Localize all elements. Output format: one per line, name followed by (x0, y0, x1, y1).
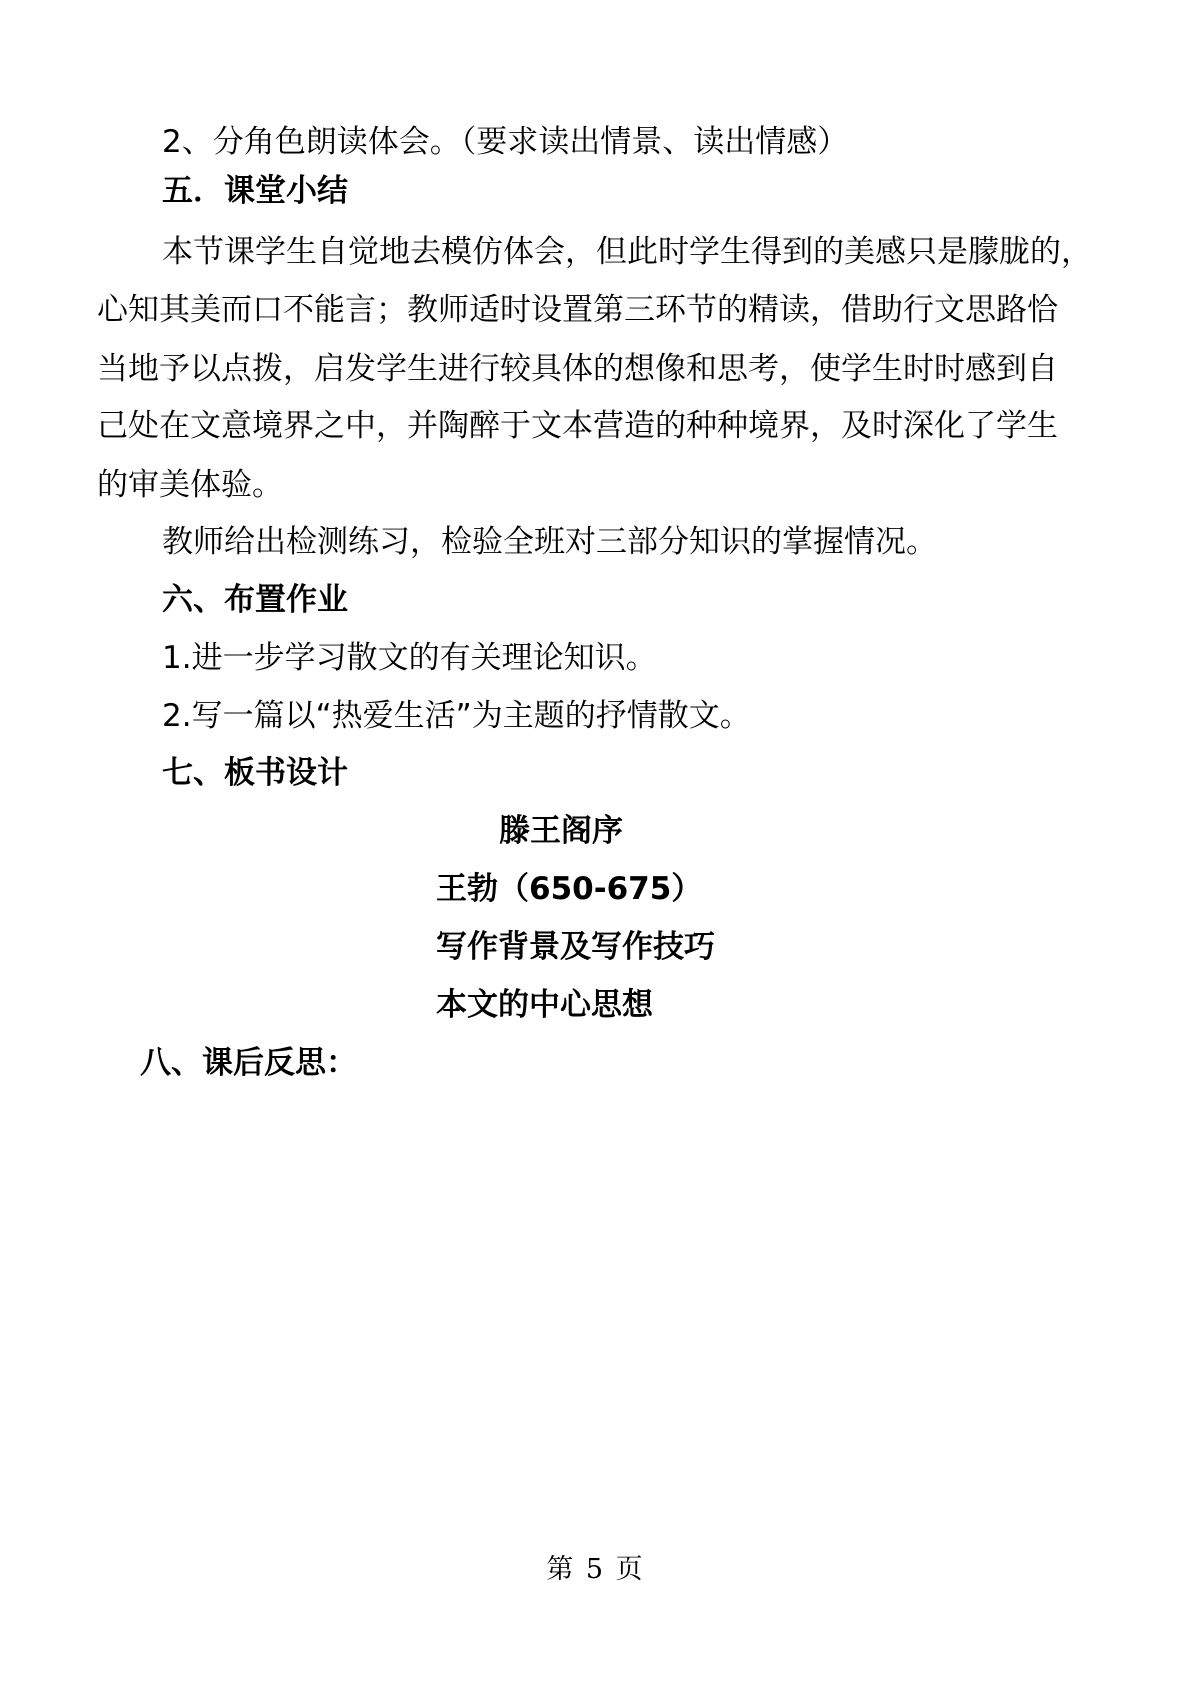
section-heading-homework: 六、布置作业 (162, 582, 348, 618)
summary-paragraph-line: 本节课学生自觉地去模仿体会，但此时学生得到的美感只是朦胧的， (162, 234, 1092, 270)
section-heading-summary: 五．课堂小结 (162, 173, 348, 209)
homework-item-2: 2.写一篇以“热爱生活”为主题的抒情散文。 (162, 698, 751, 734)
board-point-theme: 本文的中心思想 (436, 987, 653, 1023)
summary-paragraph-line: 的审美体验。 (97, 467, 283, 503)
summary-paragraph-line: 当地予以点拨，启发学生进行较具体的想像和思考，使学生时时感到自 (97, 351, 1058, 387)
summary-paragraph-line: 心知其美而口不能言；教师适时设置第三环节的精读，借助行文思路恰 (97, 292, 1058, 328)
homework-item-1: 1.进一步学习散文的有关理论知识。 (162, 640, 657, 676)
test-exercise-paragraph: 教师给出检测练习，检验全班对三部分知识的掌握情况。 (162, 524, 937, 560)
summary-paragraph-line: 己处在文意境界之中，并陶醉于文本营造的种种境界，及时深化了学生 (97, 408, 1058, 444)
reading-instruction: 2、分角色朗读体会。（要求读出情景、读出情感） (162, 124, 849, 160)
section-heading-board-design: 七、板书设计 (162, 755, 348, 791)
page-number: 第 5 页 (546, 1554, 645, 1585)
board-author: 王勃（650-675） (436, 871, 703, 907)
board-point-background: 写作背景及写作技巧 (436, 929, 715, 965)
board-title: 滕王阁序 (499, 813, 623, 849)
section-heading-reflection: 八、课后反思： (140, 1045, 357, 1081)
